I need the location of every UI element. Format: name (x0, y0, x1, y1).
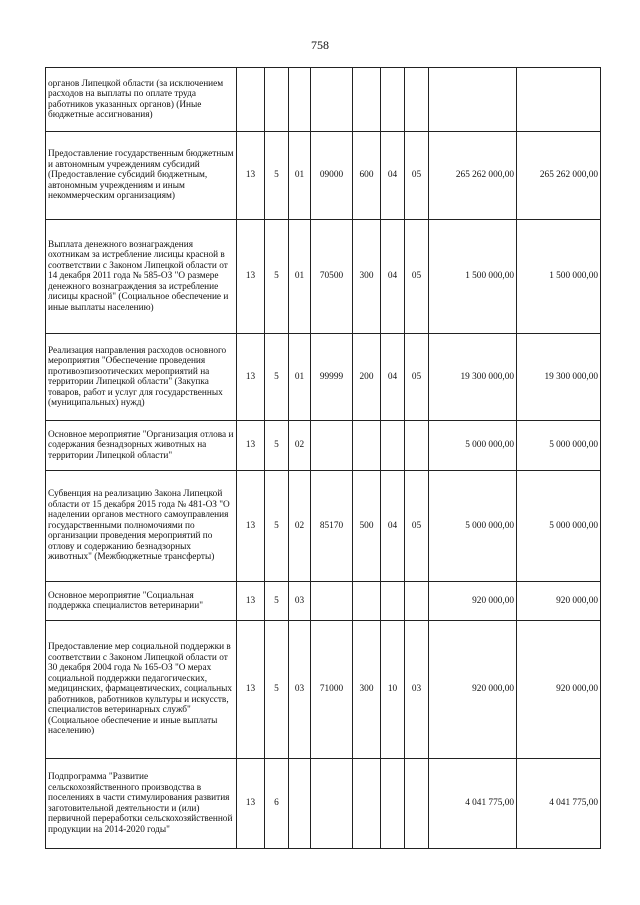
cell-code-6 (381, 421, 405, 471)
cell-code-6: 04 (381, 334, 405, 421)
cell-name: Предоставление мер социальной поддержки в соответствии с Законом Липецкой области от 30 декабря 2004 года № 165-ОЗ "О мерах социальной поддержки педагогических, медицинских, фармацевтических, социальных работников, работников культуры и искусств, специалистов ветеринарных служб" (Социальное обеспечение и иные выплаты населению) (46, 621, 237, 759)
cell-code-3: 01 (289, 220, 311, 334)
cell-sum-1: 920 000,00 (429, 621, 517, 759)
cell-code-4 (311, 421, 353, 471)
cell-code-2: 5 (265, 621, 289, 759)
table-row (46, 621, 601, 759)
cell-code-5 (353, 421, 381, 471)
cell-code-3: 01 (289, 334, 311, 421)
page-number: 758 (311, 38, 329, 52)
cell-name: Выплата денежного вознаграждения охотникам за истребление лисицы красной в соответствии с Законом Липецкой области от 14 декабря 2011 года № 585-ОЗ "О размере денежного вознаграждения за истребление лисицы красной" (Социальное обеспечение и иные выплаты населению) (46, 220, 237, 334)
table-row (46, 582, 601, 621)
cell-sum-2: 1 500 000,00 (517, 220, 601, 334)
table-row (46, 334, 601, 421)
cell-sum-2: 920 000,00 (517, 582, 601, 621)
cell-sum-2: 5 000 000,00 (517, 421, 601, 471)
cell-code-1: 13 (237, 582, 265, 621)
cell-code-6: 04 (381, 471, 405, 582)
cell-sum-1: 265 262 000,00 (429, 132, 517, 220)
cell-code-2: 5 (265, 471, 289, 582)
cell-code-5: 300 (353, 621, 381, 759)
cell-sum-2: 265 262 000,00 (517, 132, 601, 220)
cell-code-4: 99999 (311, 334, 353, 421)
cell-code-3 (289, 759, 311, 849)
cell-name: Субвенция на реализацию Закона Липецкой области от 15 декабря 2015 года № 481-ОЗ "О наделении органов местного самоуправления государственными полномочиями по организации проведения мероприятий по отлову и содержанию безнадзорных животных" (Межбюджетные трансферты) (46, 471, 237, 582)
cell-code-3: 03 (289, 582, 311, 621)
cell-code-7 (405, 759, 429, 849)
cell-code-7: 05 (405, 132, 429, 220)
cell-code-1: 13 (237, 132, 265, 220)
budget-table (45, 67, 601, 849)
cell-code-7 (405, 68, 429, 132)
table-row (46, 68, 601, 132)
cell-sum-2 (517, 68, 601, 132)
cell-code-2: 5 (265, 421, 289, 471)
cell-sum-2: 5 000 000,00 (517, 471, 601, 582)
cell-sum-1: 920 000,00 (429, 582, 517, 621)
cell-code-1: 13 (237, 220, 265, 334)
cell-name: Основное мероприятие "Социальная поддержка специалистов ветеринарии" (46, 582, 237, 621)
cell-code-7 (405, 582, 429, 621)
cell-code-2: 5 (265, 220, 289, 334)
cell-code-7: 05 (405, 471, 429, 582)
cell-sum-2: 4 041 775,00 (517, 759, 601, 849)
cell-code-1: 13 (237, 759, 265, 849)
cell-code-7 (405, 421, 429, 471)
cell-sum-1: 4 041 775,00 (429, 759, 517, 849)
cell-code-5 (353, 759, 381, 849)
cell-code-7: 05 (405, 220, 429, 334)
cell-code-6 (381, 759, 405, 849)
cell-code-7: 03 (405, 621, 429, 759)
cell-code-4: 85170 (311, 471, 353, 582)
cell-code-5: 500 (353, 471, 381, 582)
cell-code-4 (311, 759, 353, 849)
cell-name: Предоставление государственным бюджетным и автономным учреждениям субсидий (Предоставление субсидий бюджетным, автономным учреждениям и иным некоммерческим организациям) (46, 132, 237, 220)
cell-code-7: 05 (405, 334, 429, 421)
cell-name: Реализация направления расходов основного мероприятия "Обеспечение проведения противоэпизоотических мероприятий на территории Липецкой области" (Закупка товаров, работ и услуг для государственных (муниципальных) нужд) (46, 334, 237, 421)
cell-sum-1: 5 000 000,00 (429, 421, 517, 471)
cell-code-5 (353, 68, 381, 132)
cell-code-2: 5 (265, 132, 289, 220)
cell-code-4 (311, 582, 353, 621)
cell-code-2: 6 (265, 759, 289, 849)
table-row (46, 759, 601, 849)
cell-sum-2: 920 000,00 (517, 621, 601, 759)
cell-code-3: 02 (289, 471, 311, 582)
cell-code-3: 03 (289, 621, 311, 759)
cell-code-1: 13 (237, 421, 265, 471)
cell-code-4: 09000 (311, 132, 353, 220)
cell-code-5: 300 (353, 220, 381, 334)
cell-code-1: 13 (237, 334, 265, 421)
cell-code-6: 04 (381, 132, 405, 220)
cell-code-6 (381, 68, 405, 132)
cell-sum-1: 1 500 000,00 (429, 220, 517, 334)
table-row (46, 132, 601, 220)
cell-code-6: 10 (381, 621, 405, 759)
cell-code-3: 02 (289, 421, 311, 471)
cell-code-2: 5 (265, 334, 289, 421)
cell-code-6: 04 (381, 220, 405, 334)
table-body (46, 68, 601, 849)
cell-name: Основное мероприятие "Организация отлова и содержания безнадзорных животных на территории Липецкой области" (46, 421, 237, 471)
cell-code-2 (265, 68, 289, 132)
table-row (46, 220, 601, 334)
cell-code-6 (381, 582, 405, 621)
cell-code-3 (289, 68, 311, 132)
cell-code-4 (311, 68, 353, 132)
cell-code-4: 70500 (311, 220, 353, 334)
cell-sum-1: 19 300 000,00 (429, 334, 517, 421)
cell-sum-2: 19 300 000,00 (517, 334, 601, 421)
cell-name: Подпрограмма "Развитие сельскохозяйственного производства в поселениях в части стимулирования развития заготовительной деятельности и (или) первичной переработки сельскохозяйственной продукции на 2014-2020 годы" (46, 759, 237, 849)
table-row (46, 471, 601, 582)
cell-sum-1 (429, 68, 517, 132)
table-row (46, 421, 601, 471)
cell-code-1: 13 (237, 471, 265, 582)
cell-sum-1: 5 000 000,00 (429, 471, 517, 582)
cell-code-3: 01 (289, 132, 311, 220)
cell-code-4: 71000 (311, 621, 353, 759)
cell-code-5 (353, 582, 381, 621)
cell-code-2: 5 (265, 582, 289, 621)
cell-code-1 (237, 68, 265, 132)
cell-code-5: 600 (353, 132, 381, 220)
cell-name: органов Липецкой области (за исключением расходов на выплаты по оплате труда работников указанных органов) (Иные бюджетные ассигнования) (46, 68, 237, 132)
cell-code-5: 200 (353, 334, 381, 421)
cell-code-1: 13 (237, 621, 265, 759)
